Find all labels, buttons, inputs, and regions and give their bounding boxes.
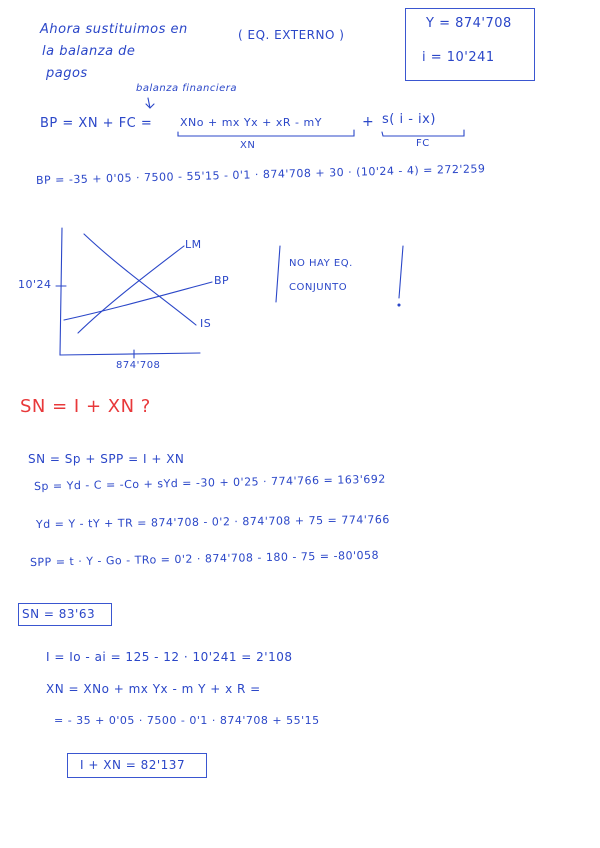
sn-question: SN = I + XN ? <box>20 396 151 417</box>
no-eq-bar-left <box>276 246 280 302</box>
eq-externo-label: ( EQ. EXTERNO ) <box>238 28 345 42</box>
spp-calculation: SPP = t · Y - Go - TRo = 0'2 · 874'708 - 180 - 75 = -80'058 <box>29 548 380 569</box>
chart-lm-label: LM <box>185 238 202 251</box>
xn-calculation: = - 35 + 0'05 · 7500 - 0'1 · 874'708 + 55'15 <box>54 714 320 727</box>
chart-is-label: IS <box>200 317 212 330</box>
box-y-value: Y = 874'708 <box>426 16 512 31</box>
brace-fc <box>382 130 464 136</box>
sn-definition: SN = Sp + SPP = I + XN <box>28 452 185 466</box>
header-line-1: Ahora sustituimos en <box>40 22 188 37</box>
brace-xn-label: XN <box>240 140 256 151</box>
sn-result: SN = 83'63 <box>22 607 96 621</box>
bp-equation-xn-part: XNo + mx Yx + xR - mY <box>180 116 322 129</box>
chart-x-tick: 874'708 <box>116 360 161 371</box>
lm-curve <box>78 246 184 333</box>
no-eq-line-1: NO HAY EQ. <box>289 258 353 269</box>
header-line-2: la balanza de <box>42 44 136 59</box>
bp-calculation: BP = -35 + 0'05 · 7500 - 55'15 - 0'1 · 874'708 + 30 · (10'24 - 4) = 272'259 <box>35 162 486 187</box>
box-i-value: i = 10'241 <box>422 50 495 65</box>
bp-equation-fc-part: s( i - ix) <box>382 112 436 127</box>
no-eq-bang-dot <box>398 304 400 306</box>
balanza-financiera-note: balanza financiera <box>136 83 238 94</box>
xn-definition: XN = XNo + mx Yx - m Y + x R = <box>46 682 261 696</box>
chart-y-tick: 10'24 <box>18 278 52 291</box>
sp-calculation: Sp = Yd - C = -Co + sYd = -30 + 0'25 · 774'766 = 163'692 <box>33 472 386 493</box>
i-calculation: I = Io - ai = 125 - 12 · 10'241 = 2'108 <box>46 650 293 664</box>
bp-equation-plus: + <box>362 114 375 130</box>
chart-axes <box>60 228 200 355</box>
brace-xn <box>178 130 354 136</box>
chart-bp-label: BP <box>214 274 230 287</box>
no-eq-bar-right <box>399 246 403 298</box>
yd-calculation: Yd = Y - tY + TR = 874'708 - 0'2 · 874'708 + 75 = 774'766 <box>35 513 390 531</box>
final-result: I + XN = 82'137 <box>80 758 186 772</box>
no-eq-line-2: CONJUNTO <box>289 282 348 293</box>
bp-equation-left: BP = XN + FC = <box>40 116 153 131</box>
bp-curve <box>64 282 212 320</box>
brace-fc-label: FC <box>416 138 430 149</box>
header-line-3: pagos <box>46 66 88 81</box>
